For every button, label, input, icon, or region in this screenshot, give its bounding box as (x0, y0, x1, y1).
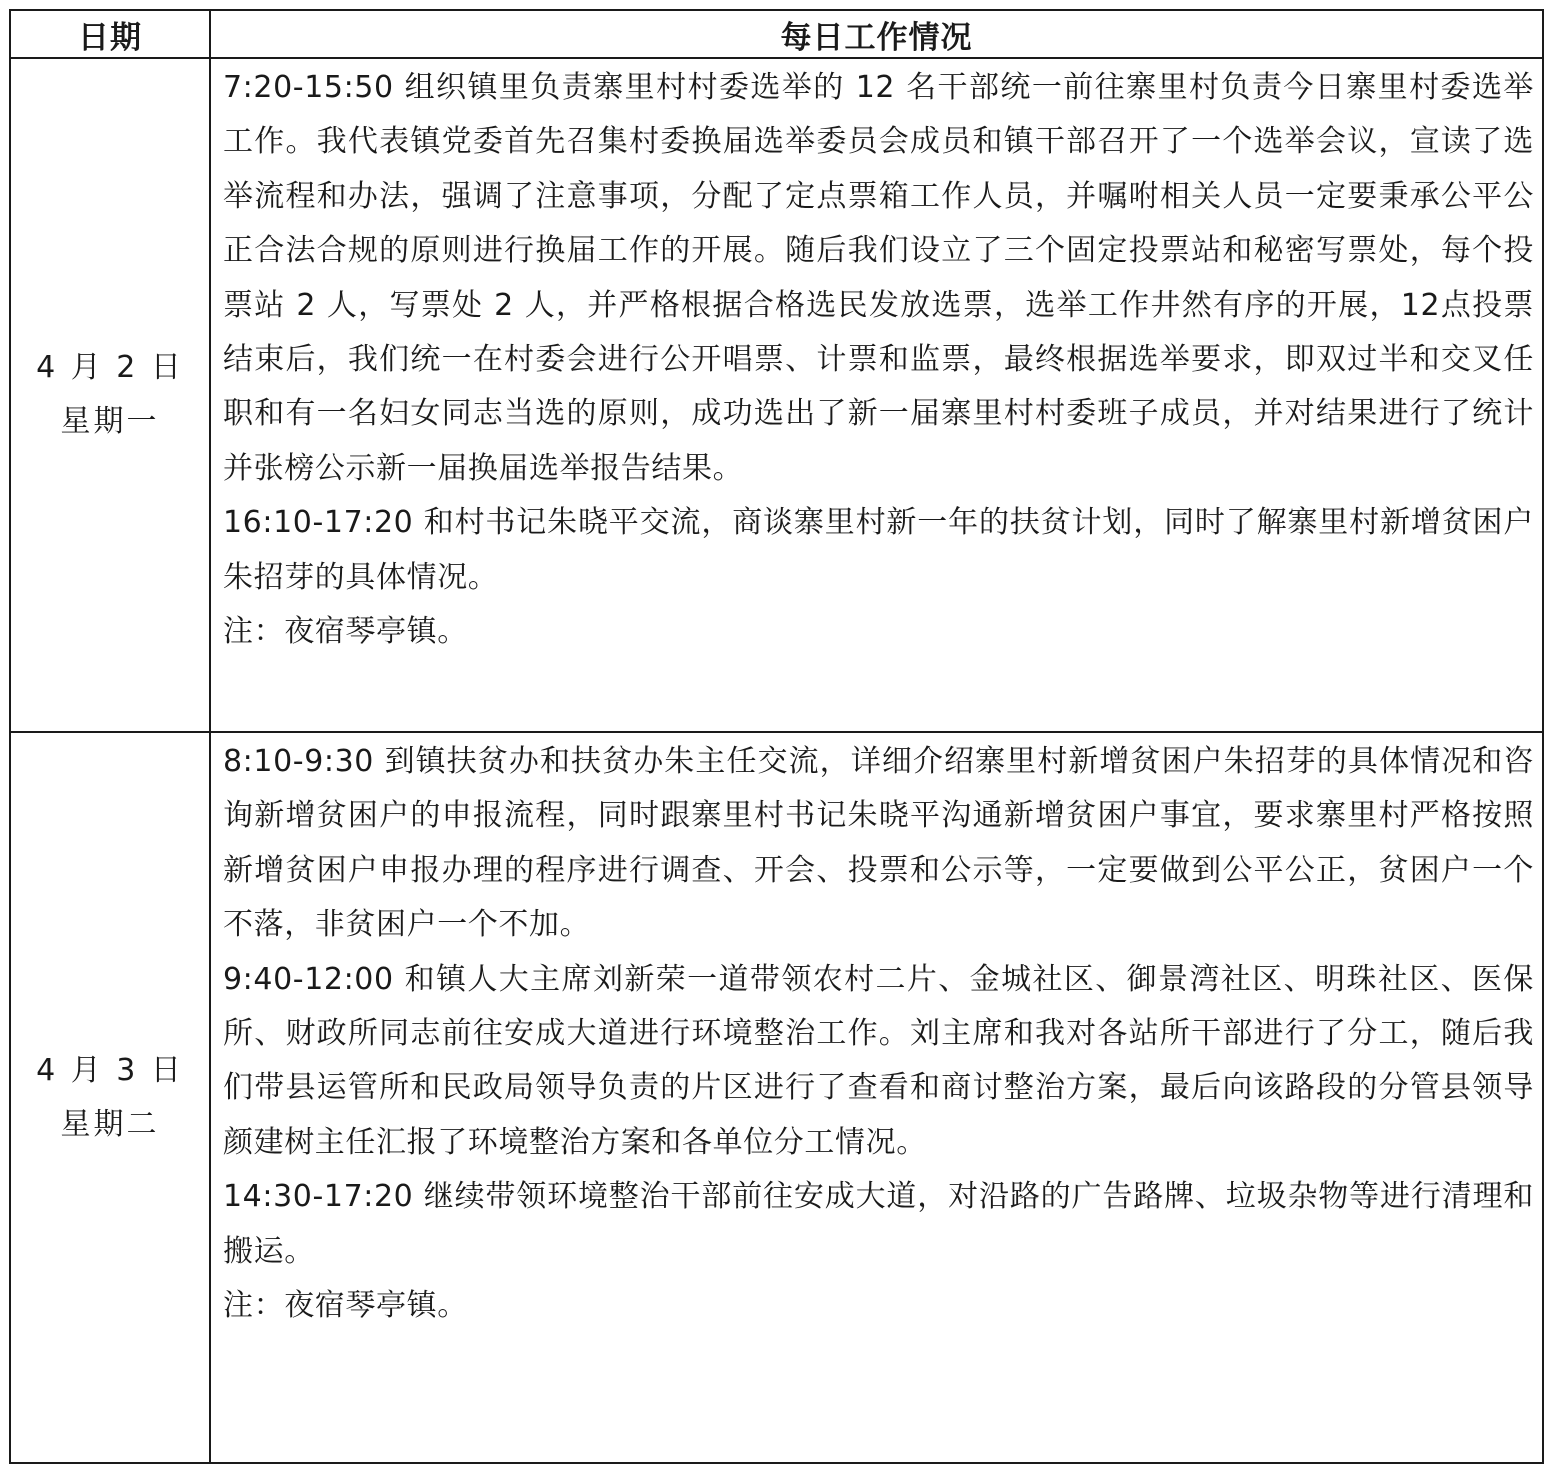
overnight-note: 注：夜宿琴亭镇。 (223, 1288, 468, 1324)
table-row (10, 58, 1543, 732)
date-cell (10, 732, 210, 1463)
work-entry: 16:10-17:20 和村书记朱晓平交流，商谈寨里村新一年的扶贫计划，同时了解寨里村新增贫困户朱招芽的具体情况。 (223, 505, 1534, 595)
weekday-text: 星期一 (60, 404, 160, 439)
table-header-row (10, 10, 1543, 58)
date-text: 4 月 2 日 (36, 350, 184, 385)
work-column-header: 每日工作情况 (210, 10, 1543, 58)
work-cell (210, 732, 1543, 1463)
work-entry: 8:10-9:30 到镇扶贫办和扶贫办朱主任交流，详细介绍寨里村新增贫困户朱招芽的具体情况和咨询新增贫困户的申报流程，同时跟寨里村书记朱晓平沟通新增贫困户事宜，要求寨里村严格按照新增贫困户申报办理的程序进行调查、开会、投票和公示等，一定要做到公平公正，贫困户一个不落，非贫困户一个不加。 (223, 744, 1534, 943)
daily-work-table (9, 9, 1544, 1464)
work-entry: 7:20-15:50 组织镇里负责寨里村村委选举的 12 名干部统一前往寨里村负责今日寨里村委选举工作。我代表镇党委首先召集村委换届选举委员会成员和镇干部召开了一个选举会议，宣读了选举流程和办法，强调了注意事项，分配了定点票箱工作人员，并嘱咐相关人员一定要秉承公平公正合法合规的原则进行换届工作的开展。随后我们设立了三个固定投票站和秘密写票处，每个投票站 2 人，写票处 2 人，并严格根据合格选民发放选票，选举工作井然有序的开展，12点投票结束后，我们统一在村委会进行公开唱票、计票和监票，最终根据选举要求，即双过半和交叉任职和有一名妇女同志当选的原则，成功选出了新一届寨里村村委班子成员，并对结果进行了统计并张榜公示新一届换届选举报告结果。 (223, 70, 1534, 486)
work-cell (210, 58, 1543, 732)
date-column-header: 日期 (10, 10, 210, 58)
date-text: 4 月 3 日 (36, 1052, 184, 1088)
weekday-text: 星期二 (60, 1106, 160, 1142)
table-row (10, 732, 1543, 1463)
work-entry: 14:30-17:20 继续带领环境整治干部前往安成大道，对沿路的广告路牌、垃圾杂物等进行清理和搬运。 (223, 1179, 1534, 1269)
date-cell (10, 58, 210, 732)
overnight-note: 注：夜宿琴亭镇。 (223, 614, 468, 650)
work-entry: 9:40-12:00 和镇人大主席刘新荣一道带领农村二片、金城社区、御景湾社区、明珠社区、医保所、财政所同志前往安成大道进行环境整治工作。刘主席和我对各站所干部进行了分工，随后我们带县运管所和民政局领导负责的片区进行了查看和商讨整治方案，最后向该路段的分管县领导颜建树主任汇报了环境整治方案和各单位分工情况。 (223, 961, 1534, 1160)
